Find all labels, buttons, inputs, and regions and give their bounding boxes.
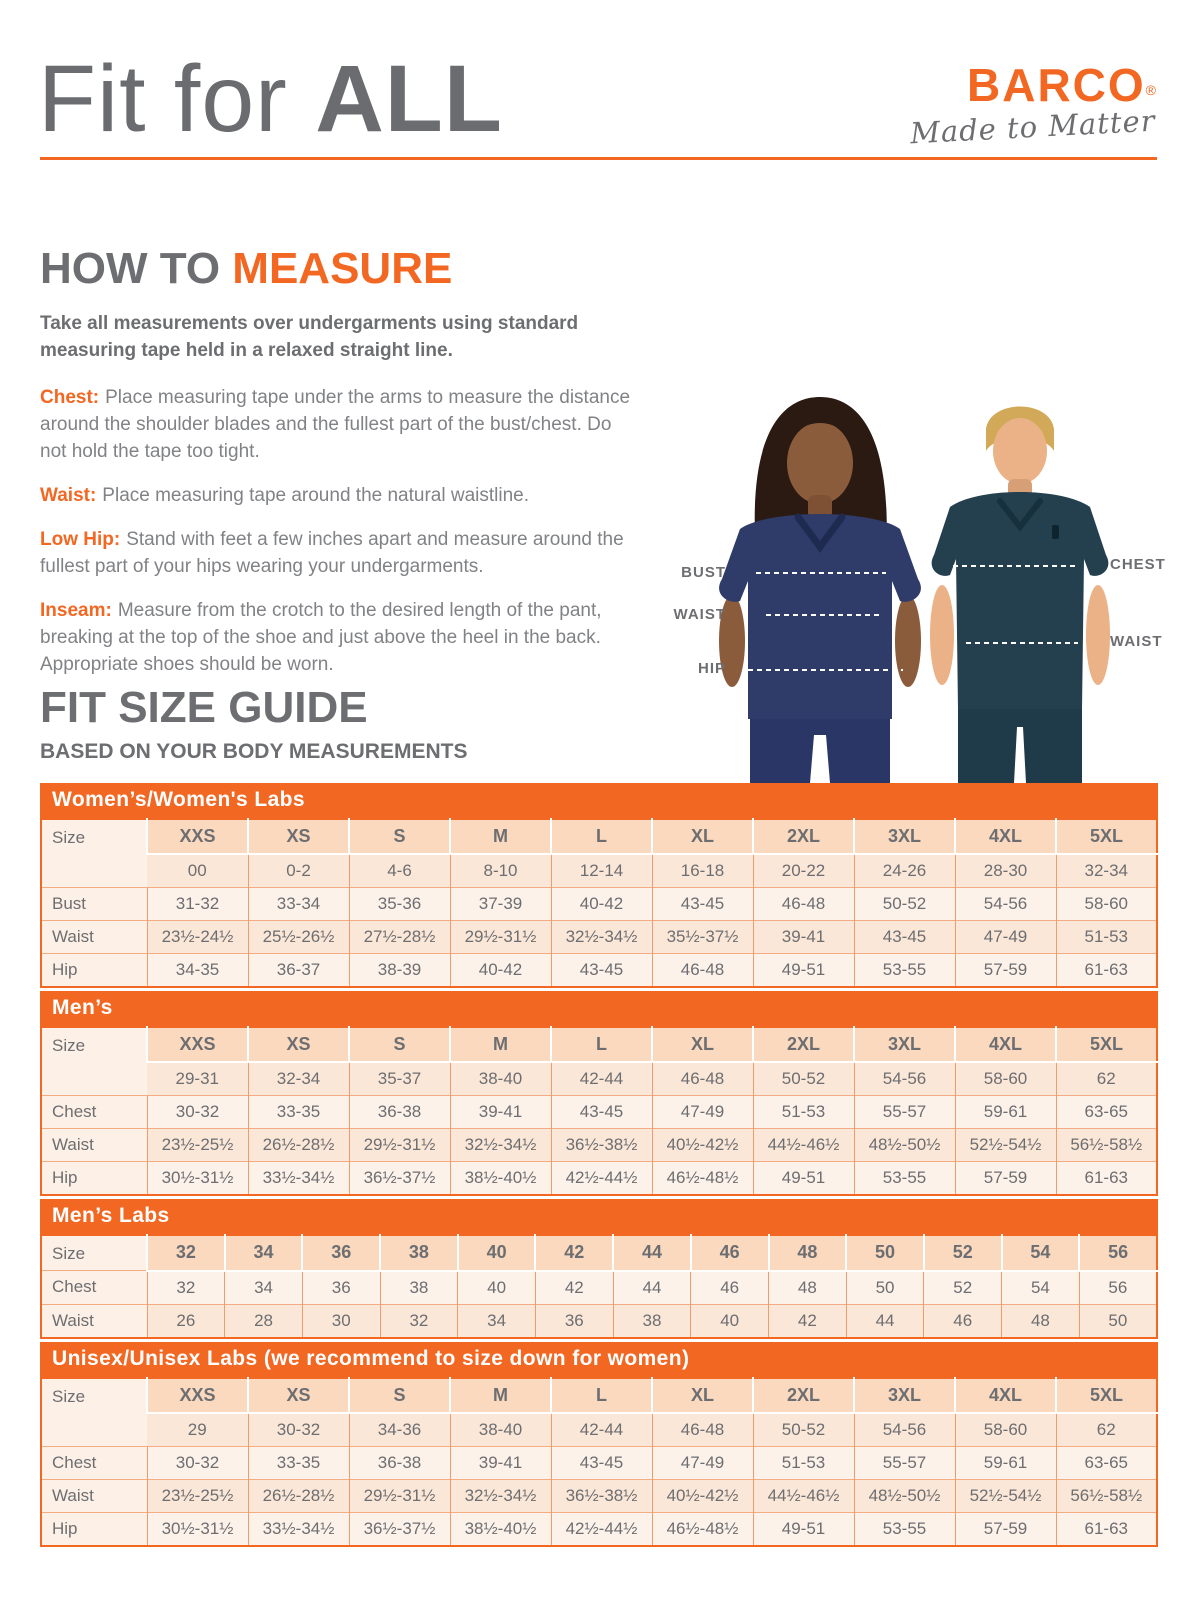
value-cell: 46-48: [753, 888, 854, 921]
value-cell: 57-59: [955, 1512, 1056, 1546]
value-cell: 44½-46½: [753, 1129, 854, 1162]
value-cell: 20-22: [753, 854, 854, 888]
value-cell: 63-65: [1056, 1096, 1157, 1129]
value-cell: 8-10: [450, 854, 551, 888]
value-cell: 46: [691, 1271, 769, 1305]
how-to-measure-heading: [40, 246, 640, 292]
value-cell: 39-41: [450, 1446, 551, 1479]
size-header-cell: 5XL: [1056, 1027, 1157, 1062]
value-cell: 27½-28½: [349, 921, 450, 954]
size-label-cell: Size: [41, 1235, 147, 1271]
value-cell: 46½-48½: [652, 1512, 753, 1546]
value-cell: 62: [1056, 1062, 1157, 1096]
value-cell: 44½-46½: [753, 1479, 854, 1512]
size-header-cell: 4XL: [955, 819, 1056, 854]
value-cell: 32-34: [248, 1062, 349, 1096]
value-cell: 46-48: [652, 1062, 753, 1096]
value-cell: 33-34: [248, 888, 349, 921]
value-cell: 00: [147, 854, 248, 888]
measure-item-chest: [40, 384, 640, 465]
size-label-cell: Size: [41, 819, 147, 888]
size-header-cell: S: [349, 1378, 450, 1413]
value-cell: 32½-34½: [450, 1479, 551, 1512]
size-header-row: [41, 1027, 1157, 1062]
measure-text-low-hip: Stand with feet a few inches apart and measure around the fullest part of your hips wearing your undergarments.: [40, 529, 624, 577]
value-cell: 36½-38½: [551, 1479, 652, 1512]
value-cell: 49-51: [753, 954, 854, 988]
table-row: [41, 1271, 1157, 1305]
size-header-cell: XXS: [147, 1027, 248, 1062]
value-cell: 52½-54½: [955, 1479, 1056, 1512]
size-header-cell: 36: [302, 1235, 380, 1271]
size-header-cell: XS: [248, 819, 349, 854]
value-cell: 46½-48½: [652, 1162, 753, 1196]
row-label-cell: Waist: [41, 1479, 147, 1512]
value-cell: 40-42: [551, 888, 652, 921]
value-cell: 42-44: [551, 1413, 652, 1447]
measure-item-inseam: [40, 597, 640, 678]
size-header-cell: 40: [458, 1235, 536, 1271]
value-cell: 26½-28½: [248, 1129, 349, 1162]
value-cell: 43-45: [854, 921, 955, 954]
size-header-cell: XXS: [147, 819, 248, 854]
table-row: [41, 1479, 1157, 1512]
value-cell: 40-42: [450, 954, 551, 988]
table-row: [41, 921, 1157, 954]
brand-tagline: Made to Matter: [909, 103, 1157, 151]
value-cell: 47-49: [652, 1096, 753, 1129]
value-cell: 36-38: [349, 1446, 450, 1479]
value-cell: 35½-37½: [652, 921, 753, 954]
table-row: [41, 1413, 1157, 1447]
brand-logo-line: [910, 59, 1156, 111]
size-header-row: [41, 819, 1157, 854]
value-cell: 32: [380, 1304, 458, 1338]
size-table-section-0: [40, 783, 1158, 988]
value-cell: 29-31: [147, 1062, 248, 1096]
size-header-cell: XL: [652, 819, 753, 854]
measure-label-low-hip: Low Hip:: [40, 529, 121, 550]
row-label-cell: Chest: [41, 1446, 147, 1479]
size-table: [40, 1377, 1158, 1547]
value-cell: 23½-25½: [147, 1479, 248, 1512]
value-cell: 54-56: [854, 1062, 955, 1096]
value-cell: 58-60: [955, 1062, 1056, 1096]
value-cell: 34-36: [349, 1413, 450, 1447]
row-label-cell: Waist: [41, 1304, 147, 1338]
chest-label: CHEST: [1110, 556, 1166, 573]
size-header-row: [41, 1235, 1157, 1271]
value-cell: 44: [846, 1304, 924, 1338]
size-header-cell: 3XL: [854, 1378, 955, 1413]
value-cell: 39-41: [753, 921, 854, 954]
row-label-cell: Hip: [41, 954, 147, 988]
table-row: [41, 1062, 1157, 1096]
value-cell: 38-39: [349, 954, 450, 988]
waist-line-left: [766, 614, 883, 616]
value-cell: 61-63: [1056, 1512, 1157, 1546]
size-header-cell: 44: [613, 1235, 691, 1271]
brand-logo: [909, 59, 1157, 151]
value-cell: 29½-31½: [349, 1479, 450, 1512]
chest-line: [953, 565, 1076, 567]
value-cell: 32-34: [1056, 854, 1157, 888]
value-cell: 33½-34½: [248, 1162, 349, 1196]
size-header-cell: S: [349, 819, 450, 854]
size-header-cell: 4XL: [955, 1027, 1056, 1062]
value-cell: 12-14: [551, 854, 652, 888]
measure-label-waist: Waist:: [40, 485, 97, 506]
value-cell: 35-37: [349, 1062, 450, 1096]
size-header-cell: 50: [846, 1235, 924, 1271]
measure-item-low-hip: [40, 526, 640, 580]
value-cell: 63-65: [1056, 1446, 1157, 1479]
value-cell: 24-26: [854, 854, 955, 888]
brand-name: BARCO: [967, 59, 1146, 111]
value-cell: 59-61: [955, 1446, 1056, 1479]
size-header-cell: M: [450, 1378, 551, 1413]
fit-size-guide-heading-block: [40, 683, 468, 764]
value-cell: 36½-38½: [551, 1129, 652, 1162]
value-cell: 47-49: [955, 921, 1056, 954]
table-row: [41, 1129, 1157, 1162]
how-to-measure-section: [40, 246, 640, 695]
size-header-cell: 52: [924, 1235, 1002, 1271]
value-cell: 51-53: [753, 1096, 854, 1129]
size-header-cell: M: [450, 1027, 551, 1062]
value-cell: 33-35: [248, 1446, 349, 1479]
waist-line-right: [966, 642, 1078, 644]
value-cell: 42: [769, 1304, 847, 1338]
hip-label: HIP: [697, 660, 726, 677]
size-table: [40, 818, 1158, 988]
value-cell: 0-2: [248, 854, 349, 888]
value-cell: 43-45: [551, 1096, 652, 1129]
man-figure: [930, 407, 1110, 784]
value-cell: 50: [1079, 1304, 1157, 1338]
size-label-cell: Size: [41, 1027, 147, 1096]
table-banner: Men’s: [40, 991, 1158, 1026]
woman-figure: [719, 397, 921, 783]
size-tables: [40, 783, 1158, 1550]
value-cell: 46: [924, 1304, 1002, 1338]
value-cell: 49-51: [753, 1162, 854, 1196]
value-cell: 32½-34½: [551, 921, 652, 954]
value-cell: 55-57: [854, 1446, 955, 1479]
size-header-cell: 56: [1079, 1235, 1157, 1271]
value-cell: 59-61: [955, 1096, 1056, 1129]
table-row: [41, 854, 1157, 888]
bust-label: BUST: [681, 564, 726, 581]
table-row: [41, 1304, 1157, 1338]
value-cell: 30½-31½: [147, 1162, 248, 1196]
row-label-cell: Waist: [41, 921, 147, 954]
value-cell: 42: [535, 1271, 613, 1305]
size-header-cell: XXS: [147, 1378, 248, 1413]
size-header-cell: 38: [380, 1235, 458, 1271]
value-cell: 50-52: [854, 888, 955, 921]
value-cell: 34: [458, 1304, 536, 1338]
value-cell: 38-40: [450, 1413, 551, 1447]
value-cell: 38½-40½: [450, 1512, 551, 1546]
measure-text-inseam: Measure from the crotch to the desired length of the pant, breaking at the top of the shoe and just above the heel in the back. Appropriate shoes should be worn.: [40, 600, 602, 675]
size-header-cell: L: [551, 819, 652, 854]
size-header-cell: M: [450, 819, 551, 854]
measure-label-chest: Chest:: [40, 387, 100, 408]
value-cell: 48: [1002, 1304, 1080, 1338]
value-cell: 30½-31½: [147, 1512, 248, 1546]
value-cell: 35-36: [349, 888, 450, 921]
value-cell: 36½-37½: [349, 1512, 450, 1546]
value-cell: 33-35: [248, 1096, 349, 1129]
value-cell: 38: [380, 1271, 458, 1305]
size-header-cell: 54: [1002, 1235, 1080, 1271]
value-cell: 43-45: [551, 954, 652, 988]
value-cell: 40: [458, 1271, 536, 1305]
size-header-cell: S: [349, 1027, 450, 1062]
value-cell: 56: [1079, 1271, 1157, 1305]
value-cell: 34-35: [147, 954, 248, 988]
value-cell: 42½-44½: [551, 1162, 652, 1196]
size-header-cell: 3XL: [854, 1027, 955, 1062]
value-cell: 55-57: [854, 1096, 955, 1129]
value-cell: 29½-31½: [450, 921, 551, 954]
size-header-cell: 48: [769, 1235, 847, 1271]
value-cell: 28: [225, 1304, 303, 1338]
size-header-cell: 5XL: [1056, 1378, 1157, 1413]
value-cell: 25½-26½: [248, 921, 349, 954]
value-cell: 38½-40½: [450, 1162, 551, 1196]
waist-label-right: WAIST: [1110, 633, 1163, 650]
value-cell: 56½-58½: [1056, 1479, 1157, 1512]
value-cell: 32: [147, 1271, 225, 1305]
value-cell: 34: [225, 1271, 303, 1305]
row-label-cell: Hip: [41, 1162, 147, 1196]
value-cell: 37-39: [450, 888, 551, 921]
row-label-cell: Bust: [41, 888, 147, 921]
size-header-cell: 2XL: [753, 819, 854, 854]
value-cell: 40: [691, 1304, 769, 1338]
value-cell: 46-48: [652, 1413, 753, 1447]
value-cell: 46-48: [652, 954, 753, 988]
page-title-bold: ALL: [315, 46, 503, 152]
table-row: [41, 1096, 1157, 1129]
value-cell: 30-32: [147, 1446, 248, 1479]
value-cell: 30-32: [147, 1096, 248, 1129]
value-cell: 29: [147, 1413, 248, 1447]
size-table-section-1: [40, 991, 1158, 1196]
size-header-row: [41, 1378, 1157, 1413]
size-header-cell: L: [551, 1027, 652, 1062]
table-banner: Women’s/Women's Labs: [40, 783, 1158, 818]
table-row: [41, 954, 1157, 988]
value-cell: 31-32: [147, 888, 248, 921]
value-cell: 26: [147, 1304, 225, 1338]
size-header-cell: 3XL: [854, 819, 955, 854]
row-label-cell: Waist: [41, 1129, 147, 1162]
table-banner: Unisex/Unisex Labs (we recommend to size down for women): [40, 1342, 1158, 1377]
value-cell: 40½-42½: [652, 1129, 753, 1162]
size-header-cell: 5XL: [1056, 819, 1157, 854]
value-cell: 58-60: [955, 1413, 1056, 1447]
heading-gray-part: HOW TO: [40, 244, 233, 293]
waist-label-left: WAIST: [673, 606, 726, 623]
value-cell: 28-30: [955, 854, 1056, 888]
size-header-cell: 46: [691, 1235, 769, 1271]
size-header-cell: XS: [248, 1027, 349, 1062]
value-cell: 54-56: [854, 1413, 955, 1447]
size-table-section-3: [40, 1342, 1158, 1547]
page-title-normal: Fit for: [38, 46, 316, 152]
size-header-cell: XS: [248, 1378, 349, 1413]
value-cell: 53-55: [854, 1162, 955, 1196]
size-header-cell: 2XL: [753, 1027, 854, 1062]
value-cell: 36-37: [248, 954, 349, 988]
value-cell: 53-55: [854, 954, 955, 988]
value-cell: 43-45: [551, 1446, 652, 1479]
size-table-section-2: [40, 1199, 1158, 1339]
size-header-cell: XL: [652, 1027, 753, 1062]
value-cell: 57-59: [955, 954, 1056, 988]
hip-line: [748, 669, 903, 671]
value-cell: 62: [1056, 1413, 1157, 1447]
value-cell: 57-59: [955, 1162, 1056, 1196]
value-cell: 36: [535, 1304, 613, 1338]
value-cell: 30: [302, 1304, 380, 1338]
value-cell: 47-49: [652, 1446, 753, 1479]
header-divider: [40, 157, 1157, 160]
table-row: [41, 1162, 1157, 1196]
value-cell: 26½-28½: [248, 1479, 349, 1512]
size-table: [40, 1026, 1158, 1196]
value-cell: 4-6: [349, 854, 450, 888]
value-cell: 36-38: [349, 1096, 450, 1129]
value-cell: 32½-34½: [450, 1129, 551, 1162]
row-label-cell: Chest: [41, 1096, 147, 1129]
scrubs-illustration: [648, 383, 1198, 783]
value-cell: 38: [613, 1304, 691, 1338]
value-cell: 33½-34½: [248, 1512, 349, 1546]
fit-size-guide-heading: FIT SIZE GUIDE: [40, 683, 368, 732]
value-cell: 51-53: [753, 1446, 854, 1479]
value-cell: 16-18: [652, 854, 753, 888]
value-cell: 42½-44½: [551, 1512, 652, 1546]
size-header-cell: 42: [535, 1235, 613, 1271]
value-cell: 38-40: [450, 1062, 551, 1096]
table-row: [41, 888, 1157, 921]
value-cell: 50-52: [753, 1413, 854, 1447]
value-cell: 50-52: [753, 1062, 854, 1096]
value-cell: 52: [924, 1271, 1002, 1305]
value-cell: 44: [613, 1271, 691, 1305]
measurement-photo: [648, 383, 1198, 783]
value-cell: 61-63: [1056, 1162, 1157, 1196]
measure-item-waist: [40, 482, 640, 509]
value-cell: 61-63: [1056, 954, 1157, 988]
value-cell: 54: [1002, 1271, 1080, 1305]
value-cell: 49-51: [753, 1512, 854, 1546]
value-cell: 42-44: [551, 1062, 652, 1096]
size-header-cell: 32: [147, 1235, 225, 1271]
size-header-cell: L: [551, 1378, 652, 1413]
size-header-cell: 4XL: [955, 1378, 1056, 1413]
size-header-cell: 2XL: [753, 1378, 854, 1413]
registered-mark-icon: ®: [1145, 82, 1156, 98]
value-cell: 23½-24½: [147, 921, 248, 954]
row-label-cell: Chest: [41, 1271, 147, 1305]
table-row: [41, 1512, 1157, 1546]
size-table: [40, 1234, 1158, 1339]
size-label-cell: Size: [41, 1378, 147, 1447]
measure-intro: Take all measurements over undergarments using standard measuring tape held in a relaxed straight line.: [40, 313, 579, 361]
value-cell: 58-60: [1056, 888, 1157, 921]
measure-text-waist: Place measuring tape around the natural waistline.: [102, 485, 529, 506]
value-cell: 36: [302, 1271, 380, 1305]
value-cell: 36½-37½: [349, 1162, 450, 1196]
fit-size-guide-subheading: BASED ON YOUR BODY MEASUREMENTS: [40, 740, 468, 763]
value-cell: 30-32: [248, 1413, 349, 1447]
value-cell: 48½-50½: [854, 1129, 955, 1162]
value-cell: 56½-58½: [1056, 1129, 1157, 1162]
value-cell: 39-41: [450, 1096, 551, 1129]
row-label-cell: Hip: [41, 1512, 147, 1546]
value-cell: 50: [846, 1271, 924, 1305]
bust-line: [756, 572, 886, 574]
table-row: [41, 1446, 1157, 1479]
measure-label-inseam: Inseam:: [40, 600, 112, 621]
value-cell: 51-53: [1056, 921, 1157, 954]
value-cell: 29½-31½: [349, 1129, 450, 1162]
value-cell: 40½-42½: [652, 1479, 753, 1512]
value-cell: 53-55: [854, 1512, 955, 1546]
table-banner: Men’s Labs: [40, 1199, 1158, 1234]
page-title: [38, 46, 503, 152]
value-cell: 48: [769, 1271, 847, 1305]
value-cell: 54-56: [955, 888, 1056, 921]
value-cell: 43-45: [652, 888, 753, 921]
value-cell: 48½-50½: [854, 1479, 955, 1512]
value-cell: 23½-25½: [147, 1129, 248, 1162]
value-cell: 52½-54½: [955, 1129, 1056, 1162]
heading-orange-part: MEASURE: [232, 244, 453, 293]
size-header-cell: 34: [225, 1235, 303, 1271]
measure-text-chest: Place measuring tape under the arms to measure the distance around the shoulder blades and the fullest part of the bust/chest. Do not hold the tape too tight.: [40, 387, 631, 462]
size-header-cell: XL: [652, 1378, 753, 1413]
